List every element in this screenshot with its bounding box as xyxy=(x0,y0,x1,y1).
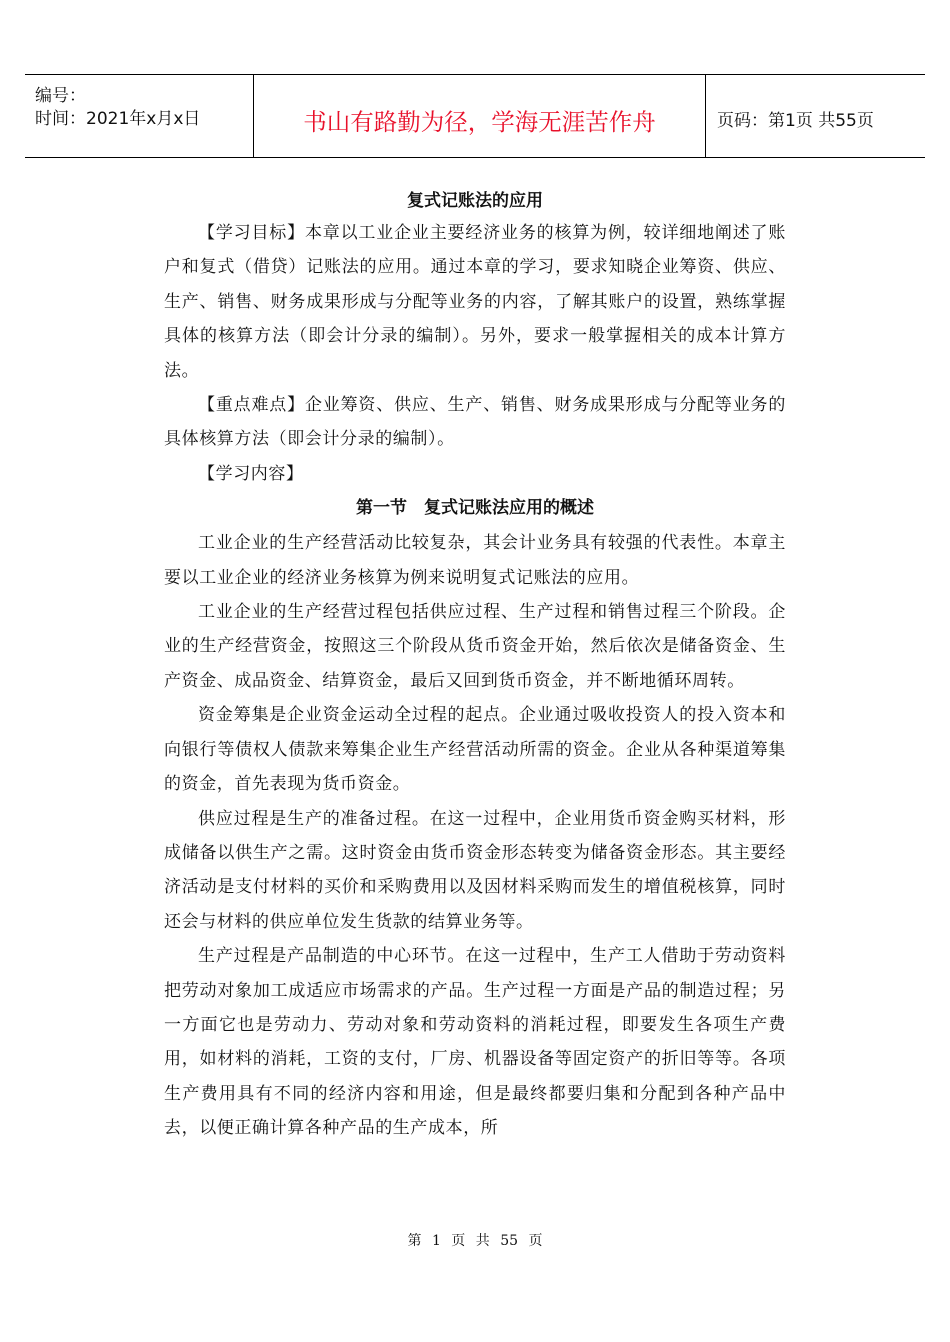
body-paragraph: 供应过程是生产的准备过程。在这一过程中，企业用货币资金购买材料，形成储备以供生产之需。这时资金由货币资金形态转变为储备资金形态。其主要经济活动是支付材料的买价和采购费用以及因材料采购而发生的增值税核算，同时还会与材料的供应单位发生货款的结算业务等。 xyxy=(164,808,786,932)
body-paragraph: 资金筹集是企业资金运动全过程的起点。企业通过吸收投资人的投入资本和向银行等债权人债款来筹集企业生产经营活动所需的资金。企业从各种渠道筹集的资金，首先表现为货币资金。 xyxy=(164,705,786,795)
header-motto-cell xyxy=(253,75,706,157)
page-footer: 第 1 页 共 55 页 xyxy=(407,1233,543,1249)
body-paragraph: 工业企业的生产经营过程包括供应过程、生产过程和销售过程三个阶段。企业的生产经营资金，按照这三个阶段从货币资金开始，然后依次是储备资金、生产资金、成品资金、结算资金，最后又回到货币资金，并不断地循环周转。 xyxy=(164,602,786,691)
learning-content-label: 【学习内容】 xyxy=(198,463,304,484)
body-paragraph: 工业企业的生产经营活动比较复杂，其会计业务具有较强的代表性。本章主要以工业企业的经济业务核算为例来说明复式记账法的应用。 xyxy=(164,533,786,588)
header-page-info: 页码：第1页 共55页 xyxy=(717,111,874,131)
key-difficulties-paragraph: 【重点难点】企业筹资、供应、生产、销售、财务成果形成与分配等业务的具体核算方法（即会计分录的编制）。 xyxy=(164,395,786,450)
document-number-label: 编号： xyxy=(35,86,86,106)
section-title: 第一节 复式记账法应用的概述 xyxy=(356,498,594,519)
document-title: 复式记账法的应用 xyxy=(407,191,543,211)
header-right-cell xyxy=(705,75,925,157)
header-motto: 书山有路勤为径，学海无涯苦作舟 xyxy=(303,108,656,136)
document-body xyxy=(164,186,786,1146)
header-left-cell xyxy=(25,75,253,157)
body-paragraph: 生产过程是产品制造的中心环节。在这一过程中，生产工人借助于劳动资料把劳动对象加工成适应市场需求的产品。生产过程一方面是产品的制造过程；另一方面它也是劳动力、劳动对象和劳动资料的消耗过程，即要发生各项生产费用，如材料的消耗，工资的支付，厂房、机器设备等固定资产的折旧等等。各项生产费用具有不同的经济内容和用途，但是最终都要归集和分配到各种产品中去，以便正确计算各种产品的生产成本，所 xyxy=(164,946,786,1139)
document-time-label: 时间：2021年x月x日 xyxy=(35,109,201,129)
page-header xyxy=(25,74,925,158)
learning-objectives-paragraph: 【学习目标】本章以工业企业主要经济业务的核算为例，较详细地阐述了账户和复式（借贷）记账法的应用。通过本章的学习，要求知晓企业筹资、供应、生产、销售、财务成果形成与分配等业务的内容，了解其账户的设置，熟练掌握具体的核算方法（即会计分录的编制）。另外，要求一般掌握相关的成本计算方法。 xyxy=(164,223,786,381)
